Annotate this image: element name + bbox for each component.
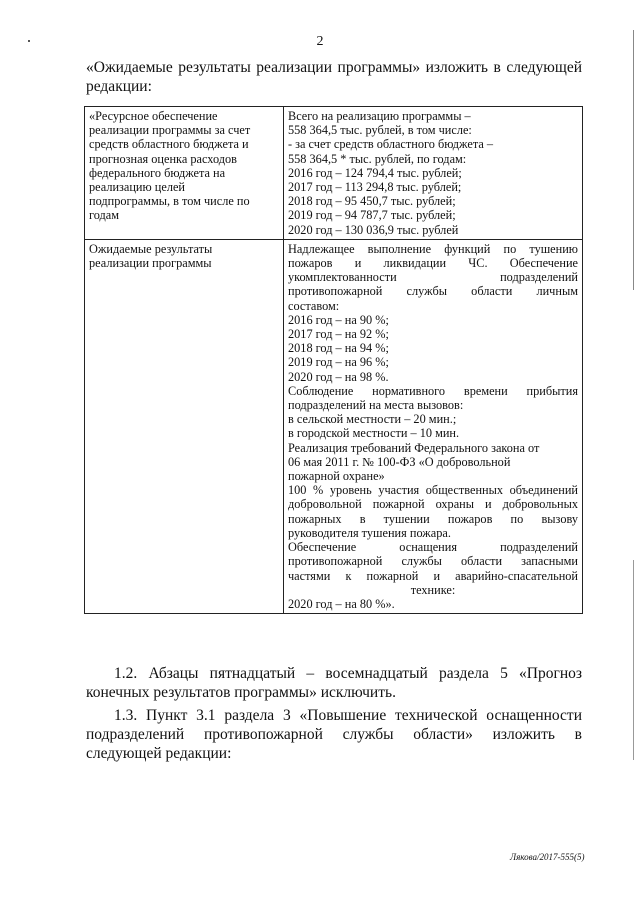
table-cell-line: 558 364,5 * тыс. рублей, по годам:: [288, 151, 467, 166]
table-cell-line: - за счет средств областного бюджета –: [288, 137, 494, 152]
table-cell-line: «Ресурсное обеспечение: [89, 109, 218, 123]
table-cell-line: реализации программы за счет: [89, 123, 251, 138]
table-cell-line: 2016 год – 124 794,4 тыс. рублей;: [288, 165, 462, 180]
table-cell-line: пожаров и ликвидации ЧС. Обеспечение: [288, 256, 578, 271]
table-cell-line: Ожидаемые результаты: [89, 241, 213, 256]
table-cell-line: прогнозная оценка расходов: [89, 151, 237, 166]
table-cell-line: Надлежащее выполнение функций по тушению: [288, 241, 578, 256]
program-table: [84, 106, 583, 614]
table-cell-line: Реализация требований Федерального закона от: [288, 440, 540, 455]
table-cell-line: 06 мая 2011 г. № 100-ФЗ «О добровольной: [288, 454, 511, 469]
document-code: Лякова/2017-555(5): [510, 852, 585, 862]
table-cell-line: 2020 год – на 80 %».: [288, 596, 395, 611]
table-cell-line: Обеспечение оснащения подразделений: [288, 540, 578, 555]
table-cell-line: средств областного бюджета и: [89, 137, 249, 152]
table-cell-line: 2020 год – на 98 %.: [288, 369, 389, 384]
table-cell-line: 558 364,5 тыс. рублей, в том числе:: [288, 123, 472, 138]
table-row: [85, 239, 583, 613]
table-cell-line: укомплектованности подразделений: [288, 270, 578, 285]
table-cell-line: Всего на реализацию программы –: [288, 109, 471, 123]
resource-label-cell: [85, 107, 284, 240]
intro-paragraph: «Ожидаемые результаты реализации программы» изложить в следующей редакции:: [86, 59, 582, 95]
table-cell-line: в сельской местности – 20 мин.;: [288, 412, 457, 427]
table-cell-line: 2016 год – на 90 %;: [288, 312, 389, 327]
table-cell-line: пожарных в тушении пожаров по вызову: [288, 511, 578, 526]
table-cell-line: подпрограммы, в том числе по: [89, 194, 250, 209]
table-cell-line: частями к пожарной и аварийно-спасательной: [288, 568, 578, 583]
table-cell-line: реализации программы: [89, 256, 212, 271]
page-number: 2: [316, 34, 324, 49]
table-cell-line: Соблюдение нормативного времени прибытия: [288, 383, 578, 398]
table-cell-line: реализацию целей: [89, 180, 185, 195]
paragraph-1-3: [86, 706, 582, 763]
table-cell-line: 2017 год – 113 294,8 тыс. рублей;: [288, 180, 462, 195]
table-row: [85, 107, 583, 240]
table-cell-line: подразделений на места вызовов:: [288, 398, 464, 413]
paragraph-1-2: [86, 664, 582, 702]
table-cell-line: руководителя тушения пожара.: [288, 525, 451, 540]
table-cell-line: пожарной охране»: [288, 469, 385, 484]
table-cell-line: федерального бюджета на: [89, 165, 226, 180]
table-cell-line: годам: [89, 208, 120, 223]
results-value-cell: [284, 239, 583, 613]
table-cell-line: 100 % уровень участия общественных объединений: [288, 483, 578, 498]
table-cell-line: 2020 год – 130 036,9 тыс. рублей: [288, 222, 459, 237]
table-cell-line: технике:: [410, 582, 456, 597]
table-cell-line: 2018 год – 95 450,7 тыс. рублей;: [288, 194, 456, 209]
table-cell-line: 2019 год – на 96 %;: [288, 355, 389, 370]
table-cell-line: противопожарной службы области личным: [288, 284, 578, 299]
table-cell-line: в городской местности – 10 мин.: [288, 426, 460, 441]
table-cell-line: 2019 год – 94 787,7 тыс. рублей;: [288, 208, 456, 223]
scan-edge-line: [633, 30, 634, 290]
results-label-cell: [85, 239, 284, 613]
paragraph-text: 1.2. Абзацы пятнадцатый – восемнадцатый раздела 5 «Прогноз конечных результатов программы» исключить.: [86, 665, 582, 701]
table-cell-line: составом:: [288, 298, 340, 313]
table-cell-line: 2017 год – на 92 %;: [288, 327, 389, 342]
table-cell-line: добровольной пожарной охраны и добровольных: [288, 497, 578, 512]
table-cell-line: 2018 год – на 94 %;: [288, 341, 389, 356]
paragraph-text: 1.3. Пункт 3.1 раздела 3 «Повышение технической оснащенности подразделений противопожарной службы области» изложить в следующей редакции:: [86, 707, 582, 762]
scan-edge-line: [633, 560, 634, 760]
table-cell-line: противопожарной службы области запасными: [288, 554, 578, 569]
resource-value-cell: [284, 107, 583, 240]
